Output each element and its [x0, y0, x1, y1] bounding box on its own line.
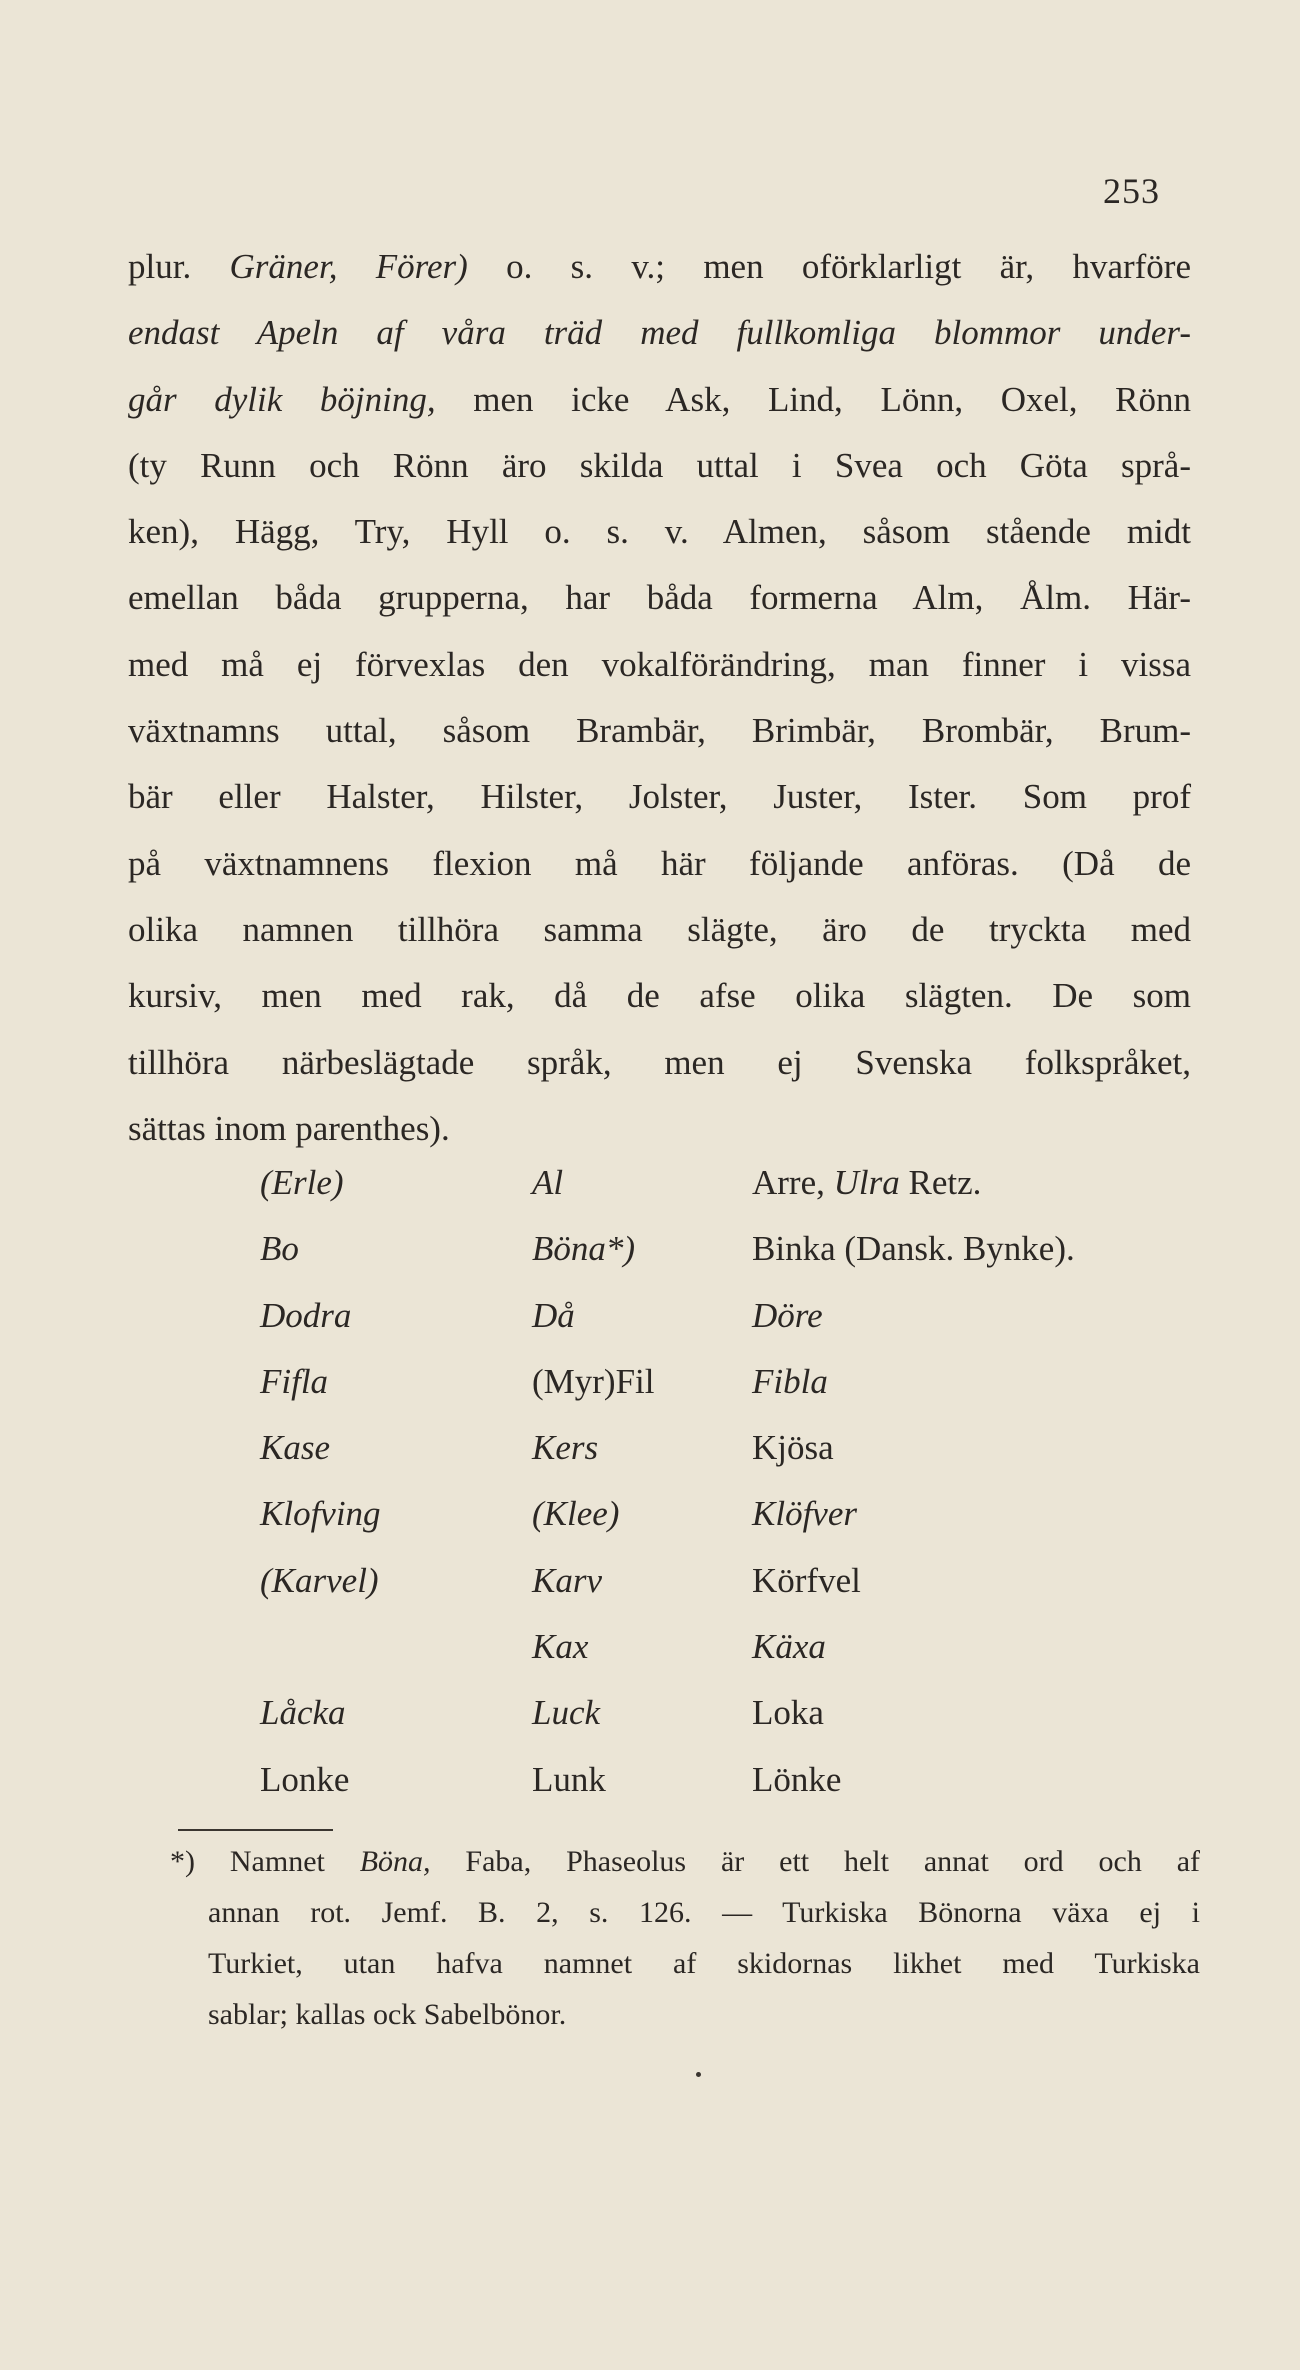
cell-text: Då — [532, 1295, 575, 1335]
text-line — [128, 831, 1191, 897]
text-line — [128, 367, 1191, 433]
table-row — [0, 1747, 1300, 1813]
table-cell — [532, 1283, 575, 1349]
table-cell — [260, 1349, 328, 1415]
table-cell — [752, 1415, 834, 1481]
text-segment: emellan båda grupperna, har båda formerna Alm, Ålm. Här- — [128, 578, 1191, 618]
cell-text: Retz. — [899, 1163, 982, 1202]
cell-text: Binka (Dansk. Bynke). — [752, 1229, 1075, 1269]
cell-text: (Klee) — [532, 1494, 620, 1534]
table-cell — [752, 1283, 823, 1349]
table-cell — [532, 1680, 600, 1746]
text-line — [128, 499, 1191, 565]
cell-text: Lunk — [532, 1759, 606, 1799]
table-row — [0, 1349, 1300, 1415]
cell-text: Kers — [532, 1428, 599, 1468]
table-cell — [260, 1216, 299, 1282]
table-cell — [752, 1481, 857, 1547]
table-cell — [532, 1481, 619, 1547]
footnote-segment: Böna, — [359, 1845, 431, 1878]
text-segment: tillhöra närbeslägtade språk, men ej Svenska folkspråket, — [128, 1042, 1191, 1082]
footnote-segment: annan rot. Jemf. B. 2, s. 126. — Turkiska Bönorna växa ej i — [208, 1896, 1200, 1929]
text-line — [128, 300, 1191, 366]
footnote-segment: sablar; kallas ock Sabelbönor. — [208, 1998, 567, 2031]
table-cell — [752, 1680, 824, 1746]
footnote — [170, 1836, 1200, 2040]
text-line — [128, 764, 1191, 830]
cell-text: Kase — [260, 1428, 330, 1468]
cell-text: Klofving — [260, 1494, 381, 1534]
footnote-line — [208, 1989, 1200, 2040]
table-cell — [260, 1548, 379, 1614]
table-cell — [532, 1415, 598, 1481]
cell-text: Ulra — [833, 1163, 900, 1202]
table-cell — [260, 1481, 381, 1547]
text-segment: (ty Runn och Rönn äro skilda uttal i Svea och Göta språ- — [128, 445, 1191, 485]
text-segment: Gräner, Förer) — [229, 247, 468, 286]
text-segment: sättas inom parenthes). — [128, 1108, 450, 1148]
text-segment: men icke Ask, Lind, Lönn, Oxel, Rönn — [435, 379, 1191, 419]
text-segment: med må ej förvexlas den vokalförändring, man finner i vissa — [128, 644, 1191, 684]
text-segment: olika namnen tillhöra samma slägte, äro de tryckta med — [128, 909, 1191, 949]
printing-speck — [696, 2072, 701, 2077]
cell-text: Körfvel — [752, 1560, 861, 1600]
table-cell — [752, 1216, 1075, 1282]
table-row — [0, 1216, 1300, 1282]
table-cell — [752, 1150, 981, 1216]
body-paragraph — [128, 234, 1191, 1162]
cell-text: Lönke — [752, 1759, 842, 1799]
table-cell — [532, 1548, 602, 1614]
table-cell — [260, 1150, 344, 1216]
cell-text: Lonke — [260, 1759, 350, 1799]
cell-text: Al — [532, 1163, 564, 1202]
text-segment: bär eller Halster, Hilster, Jolster, Juster, Ister. Som prof — [128, 777, 1191, 817]
table-row — [0, 1415, 1300, 1481]
footnote-line — [208, 1938, 1200, 1989]
text-segment: går dylik böjning, — [128, 379, 436, 419]
cell-text: Dodra — [260, 1295, 352, 1335]
footnote-segment: Namnet — [229, 1845, 360, 1878]
footnote-rule — [178, 1829, 333, 1831]
cell-text: Döre — [752, 1295, 823, 1335]
cell-text: Fibla — [752, 1361, 828, 1401]
text-segment: växtnamns uttal, såsom Brambär, Brimbär, Brombär, Brum- — [128, 711, 1191, 751]
text-segment: endast Apeln af våra träd med fullkomliga blommor under- — [128, 313, 1191, 353]
text-segment: o. s. v.; men oförklarligt är, hvarföre — [467, 247, 1191, 286]
text-line — [128, 897, 1191, 963]
table-row — [0, 1680, 1300, 1746]
table-cell — [532, 1216, 635, 1282]
table-cell — [752, 1548, 861, 1614]
cell-text: Käxa — [752, 1627, 826, 1667]
cell-text: (Myr)Fil — [532, 1361, 655, 1401]
table-cell — [260, 1415, 330, 1481]
cell-text: Arre, — [752, 1163, 834, 1202]
text-segment: på växtnamnens flexion må här följande anföras. (Då de — [128, 843, 1191, 883]
table-cell — [752, 1614, 826, 1680]
cell-text: Karv — [532, 1560, 602, 1600]
cell-text: Kax — [532, 1627, 589, 1667]
text-segment: ken), Hägg, Try, Hyll o. s. v. Almen, såsom stående midt — [128, 512, 1191, 552]
footnote-segment: Faba, Phaseolus är ett helt annat ord och af — [430, 1845, 1201, 1878]
table-cell — [532, 1349, 655, 1415]
table-row — [0, 1548, 1300, 1614]
cell-text: Loka — [752, 1693, 824, 1733]
table-row — [0, 1614, 1300, 1680]
table-cell — [260, 1680, 346, 1746]
footnote-line — [208, 1887, 1200, 1938]
plant-name-table — [0, 1150, 1300, 1813]
table-cell — [532, 1150, 563, 1216]
page-number: 253 — [1103, 171, 1160, 211]
footnote-segment: Turkiet, utan hafva namnet af skidornas likhet med Turkiska — [208, 1947, 1200, 1980]
table-row — [0, 1283, 1300, 1349]
cell-text: Fifla — [260, 1361, 329, 1401]
table-cell — [260, 1747, 349, 1813]
text-line — [128, 565, 1191, 631]
table-row — [0, 1150, 1300, 1216]
text-segment: plur. — [128, 247, 230, 286]
cell-text: Luck — [532, 1693, 601, 1733]
table-cell — [752, 1747, 841, 1813]
table-cell — [532, 1747, 606, 1813]
text-line — [128, 234, 1191, 300]
text-line — [128, 963, 1191, 1029]
text-line — [128, 632, 1191, 698]
table-cell — [260, 1283, 351, 1349]
cell-text: Låcka — [260, 1693, 346, 1733]
cell-text: Bo — [260, 1229, 299, 1269]
footnote-marker: *) — [170, 1845, 195, 1878]
text-line — [128, 698, 1191, 764]
text-segment: kursiv, men med rak, då de afse olika slägten. De som — [128, 976, 1191, 1016]
text-line — [128, 433, 1191, 499]
text-line — [128, 1030, 1191, 1096]
footnote-line — [170, 1836, 1200, 1887]
table-cell — [532, 1614, 588, 1680]
table-row — [0, 1481, 1300, 1547]
cell-text: Kjösa — [752, 1428, 834, 1468]
cell-text: Klöfver — [752, 1494, 857, 1534]
table-cell — [752, 1349, 828, 1415]
cell-text: (Erle) — [260, 1163, 344, 1202]
cell-text: (Karvel) — [260, 1560, 379, 1600]
cell-text: Böna*) — [532, 1229, 636, 1269]
